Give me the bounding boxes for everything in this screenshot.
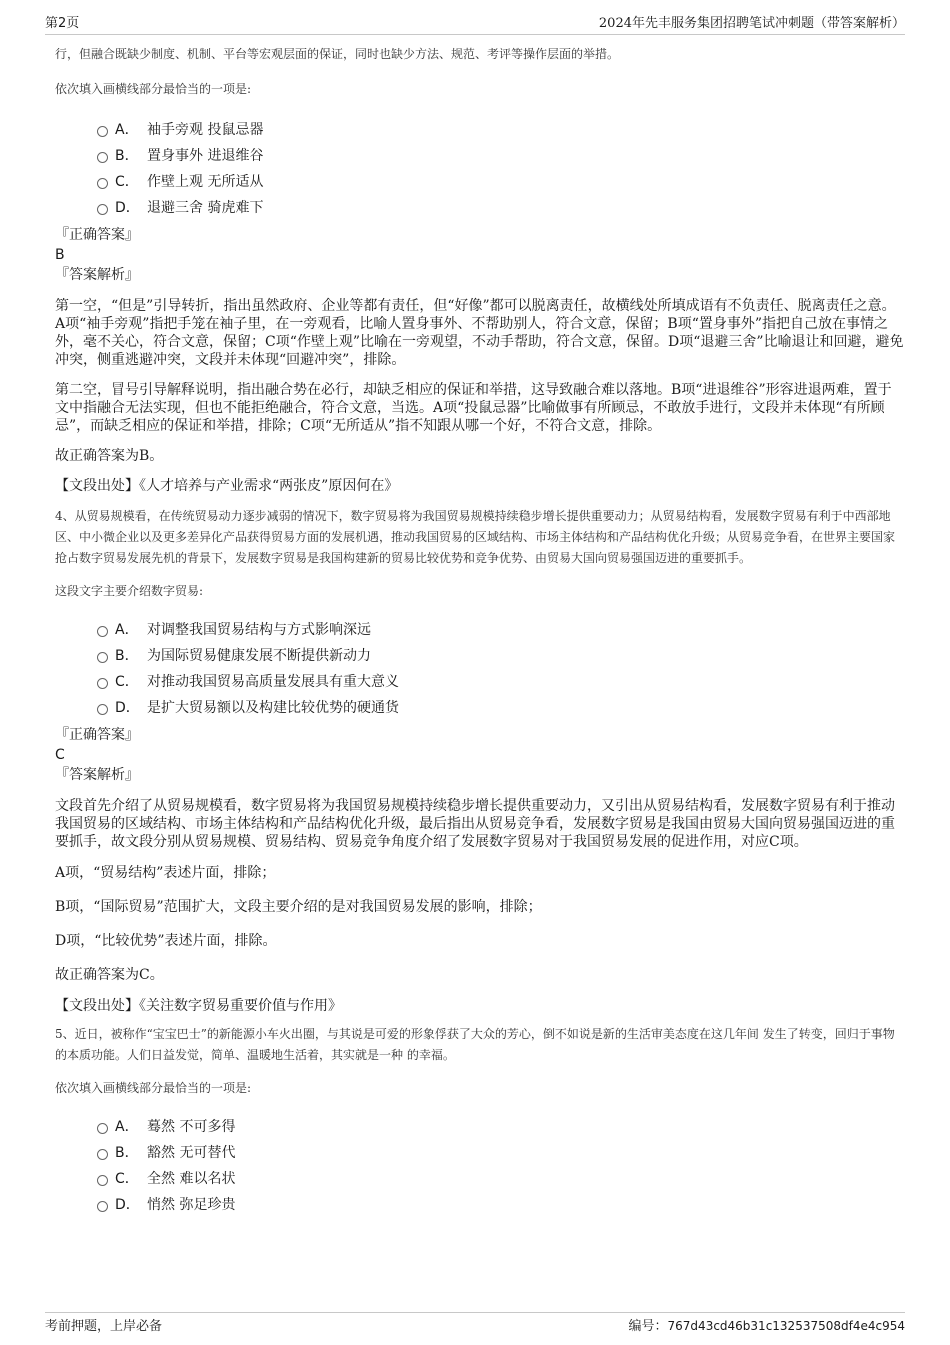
footer-slogan: 考前押题，上岸必备: [45, 1319, 163, 1334]
option-c[interactable]: C． 对推动我国贸易高质量发展具有重大意义: [55, 669, 905, 695]
question-4-prompt: 这段文字主要介绍数字贸易:: [55, 584, 204, 598]
page-footer: [45, 1312, 905, 1334]
radio-icon[interactable]: [97, 1175, 108, 1186]
answer-label: 『正确答案』: [55, 227, 139, 243]
option-d[interactable]: D． 退避三舍 骑虎难下: [55, 195, 905, 221]
option-b[interactable]: B． 置身事外 进退维谷: [55, 143, 905, 169]
option-d[interactable]: D． 是扩大贸易额以及构建比较优势的硬通货: [55, 695, 905, 721]
analysis-conclusion: 故正确答案为C。: [55, 967, 164, 983]
page-number: 第2页: [45, 16, 80, 31]
question-3-prompt: 依次填入画横线部分最恰当的一项是:: [55, 82, 252, 96]
analysis-label: 『答案解析』: [55, 767, 139, 783]
option-b[interactable]: B． 豁然 无可替代: [55, 1140, 905, 1166]
radio-icon[interactable]: [97, 678, 108, 689]
option-b[interactable]: B． 为国际贸易健康发展不断提供新动力: [55, 643, 905, 669]
option-a[interactable]: A． 蓦然 不可多得: [55, 1114, 905, 1140]
source-citation: 【文段出处】《关注数字贸易重要价值与作用》: [55, 998, 342, 1014]
document-code-label: 编号：: [628, 1319, 668, 1334]
document-code-value: 767d43cd46b31c132537508df4e4c954: [667, 1319, 905, 1333]
option-c[interactable]: C． 全然 难以名状: [55, 1166, 905, 1192]
analysis-paragraph: D项，“比较优势”表述片面，排除。: [55, 933, 277, 949]
analysis-paragraph: 第二空，冒号引导解释说明，指出融合势在必行，却缺乏相应的保证和举措，这导致融合难以落地。B项“进退维谷”形容进退两难，置于文中指融合无法实现，但也不能拒绝融合，符合文意，当选。A项“投鼠忌器”比喻做事有所顾忌，不敢放手进行，文段并未体现“有所顾忌”，而缺乏相应的保证和举措，排除；C项“无所适从”指不知跟从哪一个好，不符合文意，排除。: [55, 382, 892, 434]
answer-label: 『正确答案』: [55, 727, 139, 743]
document-title: 2024年先丰服务集团招聘笔试冲刺题（带答案解析）: [598, 16, 905, 31]
radio-icon[interactable]: [97, 204, 108, 215]
analysis-label: 『答案解析』: [55, 267, 139, 283]
analysis-conclusion: 故正确答案为B。: [55, 448, 164, 464]
question-3-options: [55, 117, 905, 221]
option-a[interactable]: A． 袖手旁观 投鼠忌器: [55, 117, 905, 143]
page-content: [55, 40, 905, 1218]
radio-icon[interactable]: [97, 152, 108, 163]
radio-icon[interactable]: [97, 178, 108, 189]
analysis-paragraph: B项，“国际贸易”范围扩大，文段主要介绍的是对我国贸易发展的影响，排除；: [55, 899, 542, 915]
option-c[interactable]: C． 作壁上观 无所适从: [55, 169, 905, 195]
radio-icon[interactable]: [97, 626, 108, 637]
analysis-paragraph: 文段首先介绍了从贸易规模看，数字贸易将为我国贸易规模持续稳步增长提供重要动力，又引出从贸易结构看，发展数字贸易有利于推动我国贸易的区域结构、市场主体结构和产品结构优化升级，最后指出从贸易竞争看，发展数字贸易是我国由贸易大国向贸易强国迈进的重要抓手，故文段分别从贸易规模、贸易结构、贸易竞争角度介绍了发展数字贸易对于我国贸易发展的促进作用，对应C项。: [55, 798, 895, 850]
radio-icon[interactable]: [97, 652, 108, 663]
question-5-stem: 5、近日，被称作“宝宝巴士”的新能源小车火出圈，与其说是可爱的形象俘获了大众的芳心，倒不如说是新的生活审美态度在这几年间 发生了转变，回归于事物的本质功能。人们日益发觉，简单、温暖地生活着，其实就是一种 的幸福。: [55, 1027, 895, 1062]
question-5-prompt: 依次填入画横线部分最恰当的一项是:: [55, 1081, 252, 1095]
option-d[interactable]: D． 悄然 弥足珍贵: [55, 1192, 905, 1218]
question-3-intro-tail: 行，但融合既缺少制度、机制、平台等宏观层面的保证，同时也缺少方法、规范、考评等操作层面的举措。: [55, 47, 620, 61]
radio-icon[interactable]: [97, 704, 108, 715]
option-a[interactable]: A． 对调整我国贸易结构与方式影响深远: [55, 617, 905, 643]
answer-value: C: [55, 747, 65, 763]
radio-icon[interactable]: [97, 126, 108, 137]
radio-icon[interactable]: [97, 1149, 108, 1160]
radio-icon[interactable]: [97, 1123, 108, 1134]
page-header: [45, 12, 905, 35]
question-4-stem: 4、从贸易规模看，在传统贸易动力逐步减弱的情况下，数字贸易将为我国贸易规模持续稳步增长提供重要动力；从贸易结构看，发展数字贸易有利于中西部地区、中小微企业以及更多差异化产品获得贸易方面的发展机遇，推动我国贸易的区域结构、市场主体结构和产品结构优化升级；从贸易竞争看，在世界主要国家抢占数字贸易发展先机的背景下，发展数字贸易是我国构建新的贸易比较优势和竞争优势、由贸易大国向贸易强国迈进的重要抓手。: [55, 509, 896, 565]
document-code: [629, 1315, 905, 1334]
question-4-options: [55, 617, 905, 721]
answer-value: B: [55, 247, 65, 263]
analysis-paragraph: 第一空，“但是”引导转折，指出虽然政府、企业等都有责任，但“好像”都可以脱离责任，故横线处所填成语有不负责任、脱离责任之意。A项“袖手旁观”指把手笼在袖子里，在一旁观看，比喻人置身事外、不帮助别人，符合文意，保留；B项“置身事外”指把自己放在事情之外，毫不关心，符合文意，保留；C项“作壁上观”比喻在一旁观望，不动手帮助，符合文意，保留。D项“退避三舍”比喻退让和回避，避免冲突，侧重逃避冲突，文段并未体现“回避冲突”，排除。: [55, 298, 904, 368]
question-5-options: [55, 1114, 905, 1218]
radio-icon[interactable]: [97, 1201, 108, 1212]
source-citation: 【文段出处】《人才培养与产业需求“两张皮”原因何在》: [55, 478, 399, 494]
analysis-paragraph: A项，“贸易结构”表述片面，排除；: [55, 865, 276, 881]
